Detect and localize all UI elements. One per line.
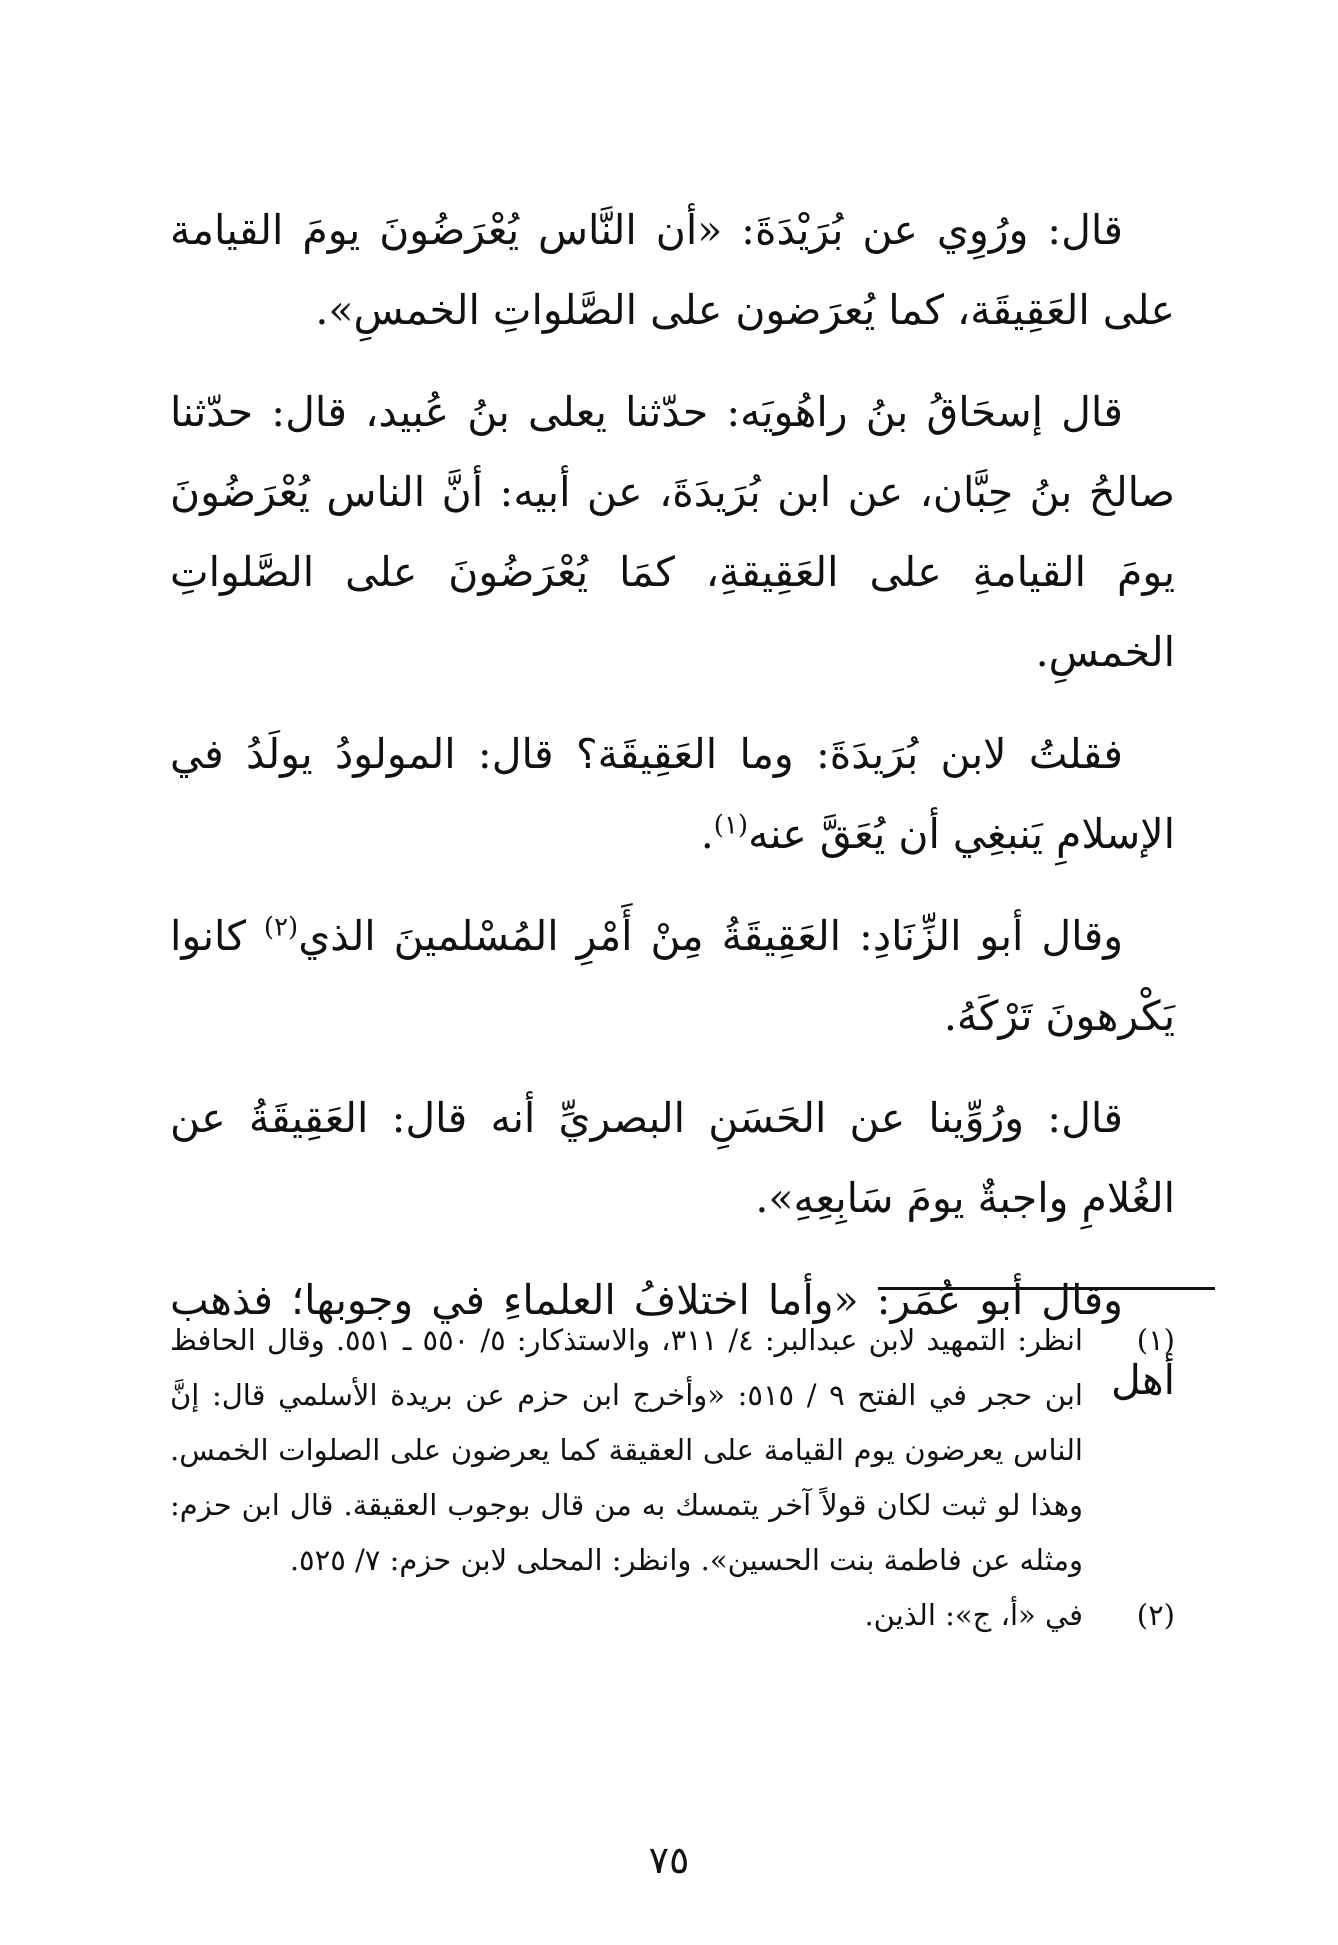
footnote-number: (١) (1136, 1323, 1175, 1357)
paragraph-text-tail: . (700, 810, 714, 858)
main-text (170, 190, 1175, 1442)
footnote-text: انظر: التمهيد لابن عبدالبر: ٤/ ٣١١، والاستذكار: ٥/ ٥٥٠ ـ ٥٥١. وقال الحافظ ابن حجر في الفتح ٩ / ٥١٥: «وأخرج ابن حزم عن بريدة الأسلمي قال: إنَّ الناس يعرضون يوم القيامة على العقيقة كما يعرضون على الصلوات الخمس. وهذا لو ثبت لكان قولاً آخر يتمسك به من قال بوجوب العقيقة. قال ابن حزم: ومثله عن فاطمة بنت الحسين». وانظر: المحلى لابن حزم: ٧/ ٥٢٥. (170, 1323, 1084, 1577)
paragraph-text: وقال أبو عُمَر: «وأما اختلافُ العلماءِ في وجوبها؛ فذهب أهل (170, 1276, 1175, 1404)
footnotes (170, 1313, 1175, 1643)
footnote-text: في «أ، ج»: الذين. (864, 1598, 1083, 1632)
paragraph-text: قال: ورُوِّينا عن الحَسَنِ البصريِّ أنه قال: العَقِيقَةُ عن الغُلامِ واجبةٌ يومَ سَابِعِهِ». (170, 1094, 1175, 1222)
paragraph-text-tail: كانوا يَكْرهونَ تَرْكَهُ. (170, 912, 1175, 1040)
paragraph (170, 372, 1175, 692)
paragraph (170, 896, 1175, 1056)
paragraph-text: قال إسحَاقُ بنُ راهُويَه: حدّثنا يعلى بنُ عُبيد، قال: حدّثنا صالحُ بنُ حِبَّان، عن ابن بُرَيدَةَ، عن أبيه: أنَّ الناس يُعْرَضُونَ يومَ القيامةِ على العَقِيقةِ، كمَا يُعْرَضُونَ على الصَّلواتِ الخمسِ. (170, 388, 1175, 676)
page-number: ٧٥ (648, 1838, 690, 1882)
footnote-separator (878, 1287, 1215, 1290)
paragraph (170, 1078, 1175, 1238)
paragraph-text: فقلتُ لابن بُرَيدَةَ: وما العَقِيقَة؟ قال: المولودُ يولَدُ في الإسلامِ يَنبغِي أن يُعَقَّ عنه (170, 730, 1175, 858)
paragraph (170, 714, 1175, 874)
footnote-number: (٢) (1136, 1598, 1175, 1632)
footnote (170, 1313, 1175, 1588)
paragraph-text: وقال أبو الزِّنَادِ: العَقِيقَةُ مِنْ أَمْرِ المُسْلمينَ الذي (298, 912, 1123, 960)
footnote-reference[interactable]: (١) (713, 810, 749, 841)
footnote-reference[interactable]: (٢) (263, 912, 299, 943)
paragraph (170, 190, 1175, 350)
footnote (170, 1588, 1175, 1643)
paragraph-text: قال: ورُوِي عن بُرَيْدَةَ: «أن النَّاس يُعْرَضُونَ يومَ القيامة على العَقِيقَة، كما يُعرَضون على الصَّلواتِ الخمسِ». (170, 206, 1175, 334)
